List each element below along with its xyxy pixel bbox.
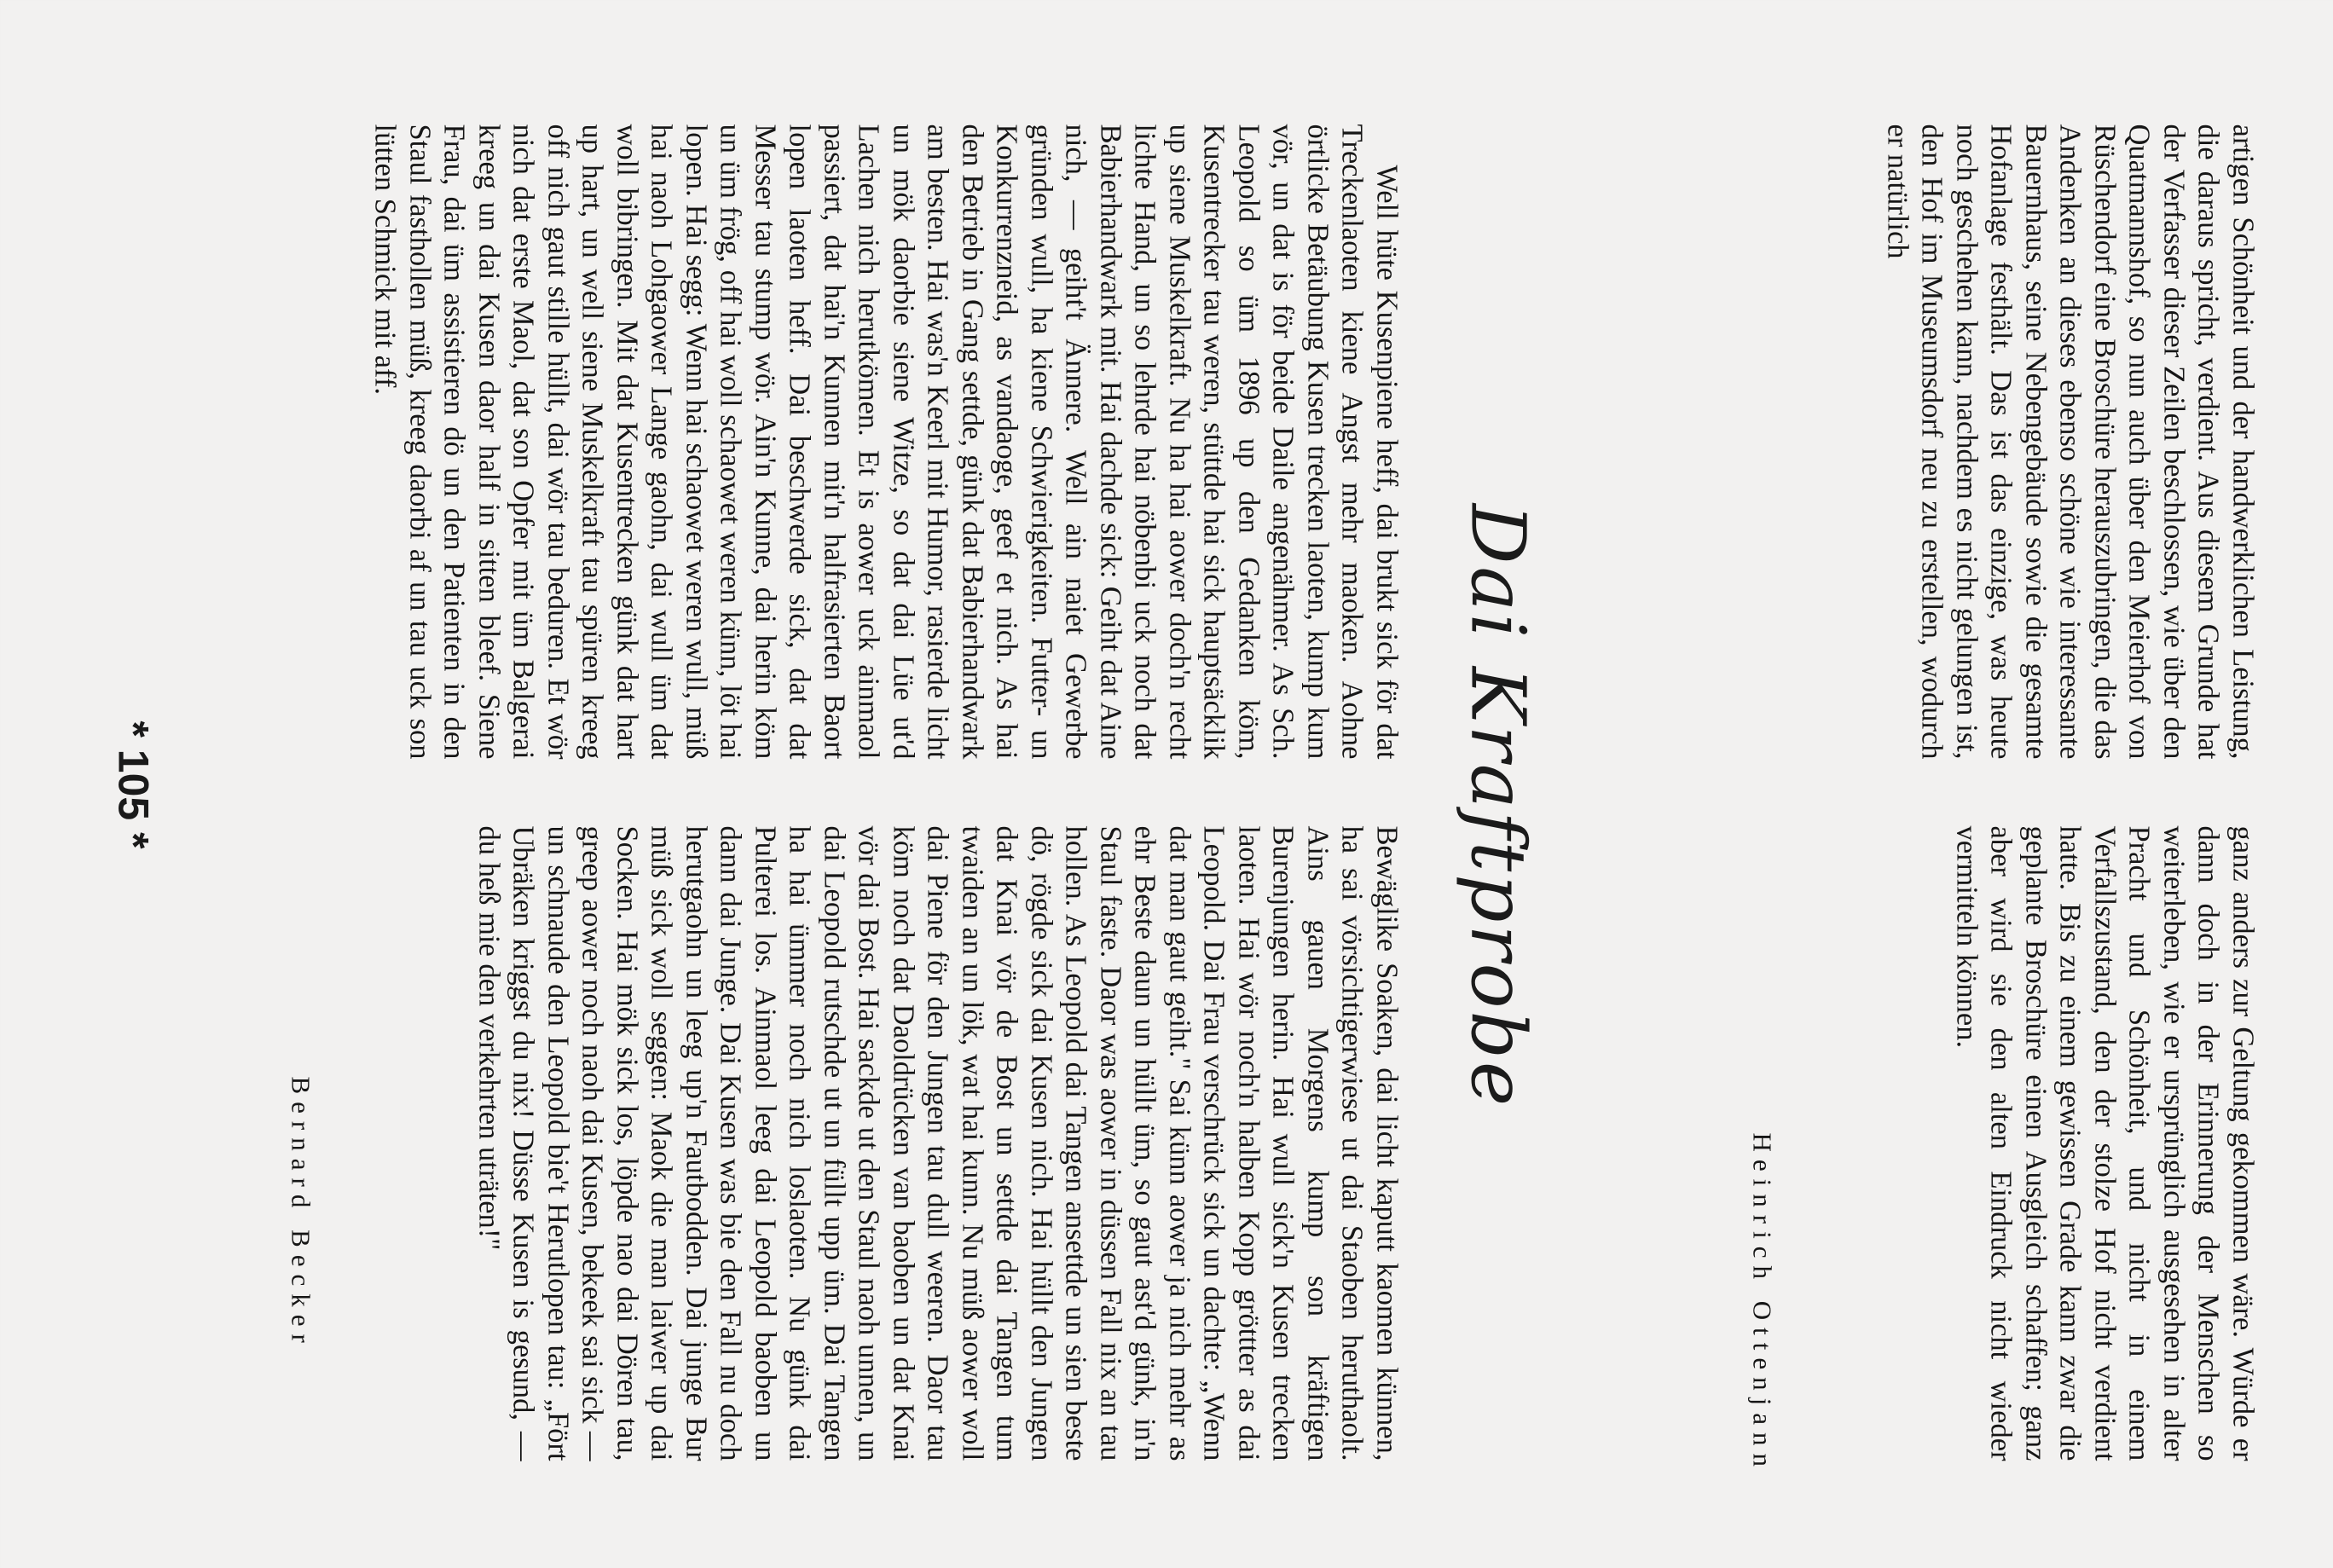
story-column-left bbox=[368, 124, 1404, 759]
article-column-top-left bbox=[1880, 124, 2261, 759]
paragraph: ganz anders zur Geltung gekommen wäre. Würde er dann doch in der Erinnerung der Menschen so weiterleben, wie er ursprünglich ausgesehen in alter Pracht und Schönheit, und nicht in einem Verfallszustand, den der stolze Hof nicht verdient hatte. Bis zu einem gewissen Grade kann zwar die geplante Broschüre einen Ausgleich schaffen; ganz aber wird sie den alten Eindruck nicht wieder vermitteln können. bbox=[1950, 825, 2259, 1461]
paragraph: artigen Schönheit und der handwerklichen Leistung, die daraus spricht, verdient. Aus diesem Grunde hat der Verfasser dieser Zeilen beschlossen, wie über den Quatmannshof, so nun auch über den Meierhof von Rüschendorf eine Broschüre herauszubringen, die das Andenken an dieses ebenso schöne wie interessante Bauernhaus, seine Nebengebäude sowie die gesamte Hofanlage festhält. Das ist das einzige, was heute noch geschehen kann, nachdem es nicht gelungen ist, den Hof im Museumsdorf neu zu erstellen, wodurch er natürlich bbox=[1881, 124, 2259, 759]
story-column-right bbox=[472, 825, 1404, 1461]
page-number: * 105 * bbox=[109, 720, 157, 849]
author-signature-ottenjann: Heinrich Ottenjann bbox=[1747, 1132, 1777, 1474]
paragraph: Bewäglike Soaken, dai licht kaputt kaomen künnen, ha sai vörsichtigerwiese ut dai Staoben heruthaolt. Ains gauen Morgens kump son kräftigen Burenjungen herin. Hai wull sick'n Kusen trecken laoten. Hai wör noch'n halben Kopp gröttter as dai Leopold. Dai Frau verschrück sick un dachte: „Wenn dat man gaut geiht." Sai künn aower ja nich mehr as ehr Beste daun un hüllt üm, so gaut ast'd günk, in'n Staul faste. Daor was aower in düssen Fall nix an tau hollen. As Leopold dai Tangen ansettde un sien beste dö, rögde sick dai Kusen nich. Hai hüllt den Jungen dat Knai vör de Bost un settde dai Tangen tum twaiden an un lök, wat hai kunn. Nu müß aower woll dai Piene för den Jungen tau dull weeren. Daor tau köm noch dat Daoldrücken van baoben un dat Knai vör dai Bost. Hai sackde ut den Staul naoh unnen, un dai Leopold rutschde ut un füllt upp üm. Dai Tangen ha hai ümmer noch nich loslaoten. Nu günk dai Pulterei los. Ainmaol leeg dai Leopold baoben un dann dai Junge. Dai Kusen was bie den Fall nu doch herutgaohn un leeg up'n Fautbodden. Dai junge Bur müß sick woll seggen: Maok die man laiwer up dai Socken. Hai mök sick los, löpde nao dai Dören tau, greep aower noch naoh dai Kusen, bekeek sai sick — un schnaude den Leopold bie't Herutlopen tau: „Fört Ubräken kriggst du nix! Düsse Kusen is gesund, — du heß mie den verkehrten uträten!" bbox=[472, 825, 1403, 1461]
article-column-top-right bbox=[1949, 825, 2261, 1461]
paragraph: Well hüte Kusenpiene heff, dai brukt sick för dat Treckenlaoten kiene Angst mehr maoken. Aohne örtlicke Betäubung Kusen trecken laoten, kump kum vör, un dat is för beide Daile angenähmer. As Sch. Leopold so üm 1896 up den Gedanken köm, Kusentrecker tau weren, stüttde hai sick hauptsäcklik up siene Muskelkraft. Nu ha hai aower doch'n recht lichte Hand, un so lehrde hai nöbenbi uck noch dat Babierhandwark mit. Hai dachde sick: Geiht dat Aine nich, — geiht't Ännere. Well ain naiet Gewerbe gründen wull, ha kiene Schwierigkeiten. Futter- un Konkurrenzneid, as vandaoge, geef et nich. As hai den Betrieb in Gang settde, günk dat Babierhandwark am besten. Hai was'n Keerl mit Humor, rasierde licht un mök daorbie siene Witze, so dat dai Lüe ut'd Lachen nich herutkömen. Et is aower uck ainmaol passiert, dat hai'n Kunnen mit'n halfrasierten Baort lopen laoten heff. Dai beschwerde sick, dat dat Messer tau stump wör. Ain'n Kunne, dai herin köm un üm frög, off hai woll schaowet weren künn, löt hai lopen. Hai segg: Wenn hai schaowet weren wull, müß hai naoh Lohgaower Lange gaohn, dai wull üm dat woll bibringen. Mit dat Kusentrecken günk dat hart up hart, un well siene Muskelkraft tau spüren kreeg off nich gaut stille hüllt, dai wör tau beduren. Et wör nich dat erste Maol, dat son Opfer mit üm Balgerai kreeg un dai Kusen daor half in sitten bleef. Siene Frau, dai üm assistieren dö un den Patienten in den Staul fasthollen müß, kreeg daorbi af un tau uck son lütten Schmick mit aff. bbox=[368, 124, 1403, 759]
story-title: Dai Kraftprobe bbox=[1454, 503, 1542, 1108]
author-signature-becker: Bernard Becker bbox=[286, 1076, 316, 1351]
